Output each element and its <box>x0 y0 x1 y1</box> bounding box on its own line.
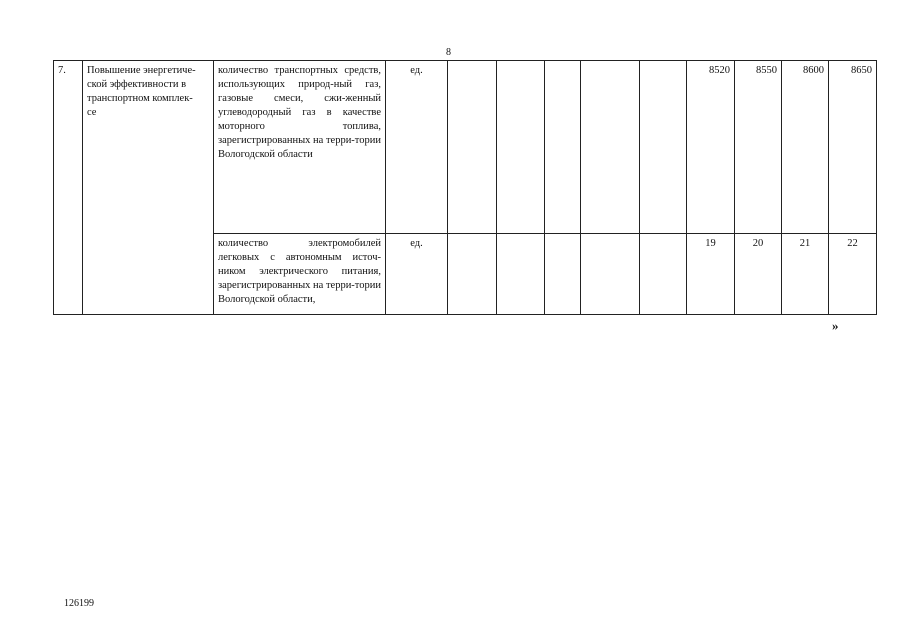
value-cell: 8520 <box>687 61 735 234</box>
value-cell: 8650 <box>829 61 877 234</box>
value-cell <box>545 61 581 234</box>
closing-quote: » <box>832 318 839 333</box>
value-cell: 8550 <box>735 61 782 234</box>
value-cell: 8600 <box>782 61 829 234</box>
value-cell: 19 <box>687 234 735 315</box>
table-row <box>54 61 877 234</box>
indicators-table <box>53 60 877 315</box>
value-cell <box>497 61 545 234</box>
value-cell <box>640 61 687 234</box>
indicator-unit: ед. <box>386 61 448 234</box>
indicator-text: количество электромобилей легковых с автономным источ-ником электрического питания, зарегистрированных на терри-тории Вологодской области, <box>214 234 386 315</box>
indicator-unit: ед. <box>386 234 448 315</box>
value-cell <box>640 234 687 315</box>
value-cell <box>581 234 640 315</box>
value-cell <box>545 234 581 315</box>
section-title: Повышение энергетиче- ской эффективности в транспортном комплек- се <box>83 61 214 315</box>
value-cell <box>497 234 545 315</box>
value-cell: 20 <box>735 234 782 315</box>
page-number: 8 <box>446 47 451 58</box>
document-code: 126199 <box>64 598 94 609</box>
value-cell: 22 <box>829 234 877 315</box>
value-cell <box>581 61 640 234</box>
indicator-text: количество транспортных средств, использующих природ-ный газ, газовые смеси, сжи-женный углеводородный газ в качестве моторного топлива, зарегистрированных на терри-тории Вологодской области <box>214 61 386 234</box>
value-cell <box>448 234 497 315</box>
row-number: 7. <box>54 61 83 315</box>
value-cell <box>448 61 497 234</box>
value-cell: 21 <box>782 234 829 315</box>
